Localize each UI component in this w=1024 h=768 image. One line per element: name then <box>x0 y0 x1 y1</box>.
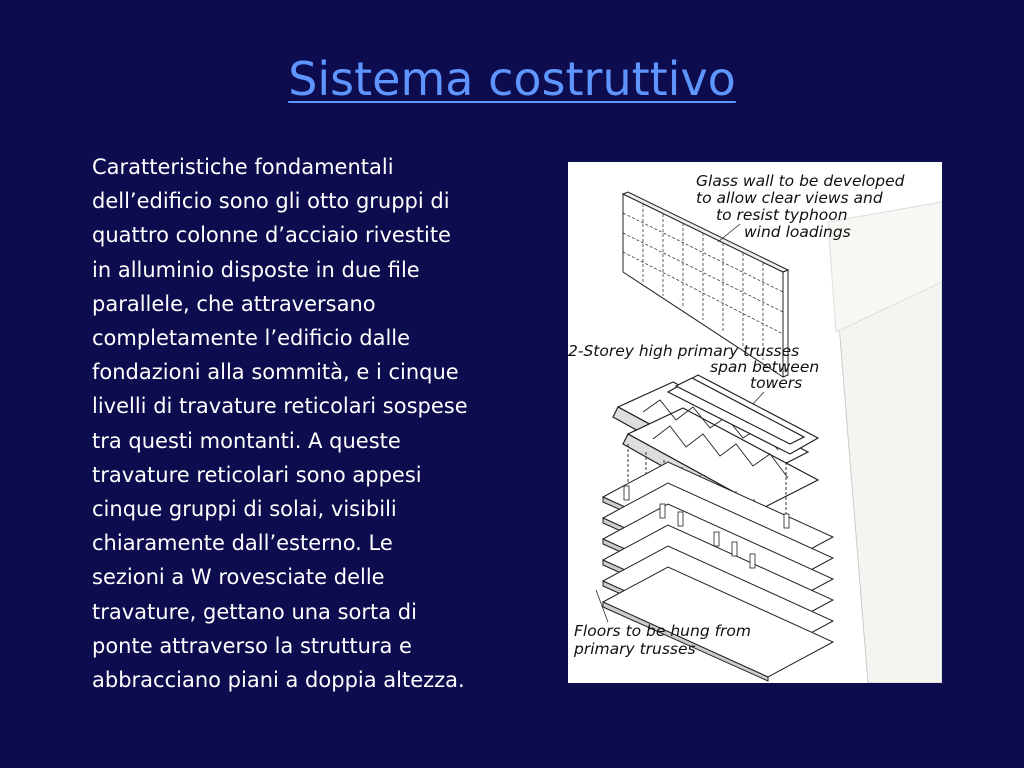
slide-title: Sistema costruttivo <box>288 52 736 106</box>
svg-text:primary trusses: primary trusses <box>574 640 696 658</box>
slide-body-text: Caratteristiche fondamentali dell’edificio sono gli otto gruppi di quattro colonne d’acciaio rivestite in alluminio disposte in due file parallele, che attraversano completamente l’edificio dalle fondazioni alla sommità, e i cinque livelli di travature reticolari sospese tra questi montanti. A queste travature reticolari sono appesi cinque gruppi di solai, visibili chiaramente dall’esterno. Le sezioni a W rovesciate delle travature, gettano una sorta di ponte attraverso la struttura e abbracciano piani a doppia altezza. <box>92 155 468 693</box>
svg-text:span between: span between <box>710 358 820 376</box>
svg-text:to resist typhoon: to resist typhoon <box>716 206 848 224</box>
svg-text:wind loadings: wind loadings <box>744 223 851 241</box>
structure-diagram <box>568 162 942 683</box>
svg-text:Floors to be hung from: Floors to be hung from <box>574 622 752 640</box>
svg-text:towers: towers <box>750 374 803 392</box>
paper-sheet <box>838 262 942 683</box>
svg-text:2-Storey high primary trusses: 2-Storey high primary trusses <box>568 342 800 360</box>
svg-text:Glass wall to be developed: Glass wall to be developed <box>696 172 905 190</box>
svg-text:to allow clear views and: to allow clear views and <box>696 189 883 207</box>
